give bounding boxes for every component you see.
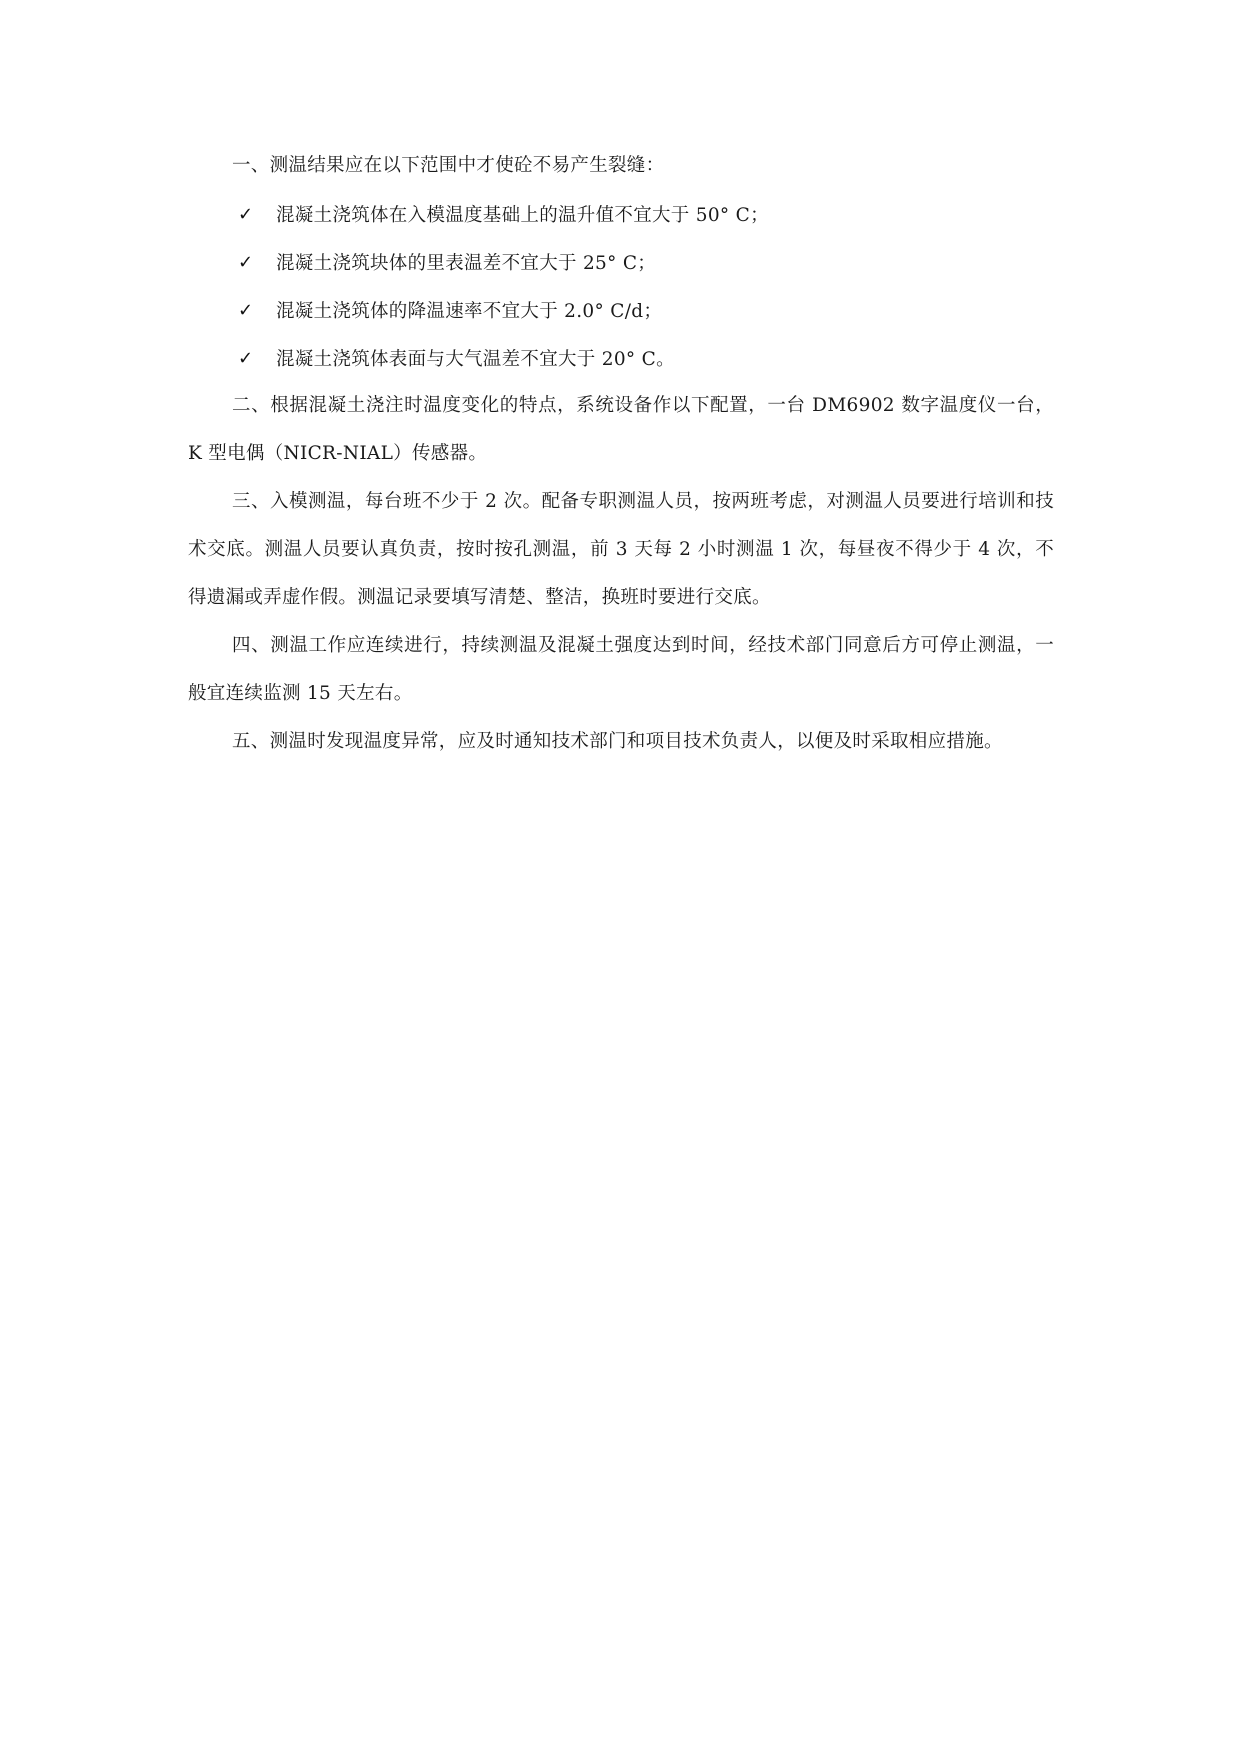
criteria-item [188,286,1054,334]
checkmark-icon: ✓ [238,299,254,321]
criteria-text: 混凝土浇筑块体的里表温差不宜大于 25° C； [276,253,657,274]
checkmark-icon: ✓ [238,203,254,225]
criteria-list [188,190,1054,382]
criteria-item [188,190,1054,238]
criteria-text: 混凝土浇筑体在入模温度基础上的温升值不宜大于 50° C； [276,205,769,226]
checkmark-icon: ✓ [238,251,254,273]
document-body [188,156,1054,766]
equipment-paragraph: 二、根据混凝土浇注时温度变化的特点，系统设备作以下配置，一台 DM6902 数字温度仪一台，K 型电偶（NICR-NIAL）传感器。 [188,395,1054,464]
criteria-text: 混凝土浇筑体表面与大气温差不宜大于 20° C。 [276,349,675,370]
checkmark-icon: ✓ [238,347,254,369]
anomaly-handling-paragraph: 五、测温时发现温度异常，应及时通知技术部门和项目技术负责人，以便及时采取相应措施。 [232,731,1003,752]
monitoring-duration-paragraph: 四、测温工作应连续进行，持续测温及混凝土强度达到时间，经技术部门同意后方可停止测温，一般宜连续监测 15 天左右。 [188,635,1054,704]
measurement-frequency-paragraph: 三、入模测温，每台班不少于 2 次。配备专职测温人员，按两班考虑，对测温人员要进行培训和技术交底。测温人员要认真负责，按时按孔测温，前 3 天每 2 小时测温 1 次，每昼夜不得少于 4 次，不得遗漏或弄虚作假。测温记录要填写清楚、整洁，换班时要进行交底。 [188,491,1054,608]
criteria-item [188,238,1054,286]
criteria-item [188,334,1054,382]
criteria-text: 混凝土浇筑体的降温速率不宜大于 2.0° C/d； [276,301,663,322]
intro-paragraph: 一、测温结果应在以下范围中才使砼不易产生裂缝： [232,155,665,176]
